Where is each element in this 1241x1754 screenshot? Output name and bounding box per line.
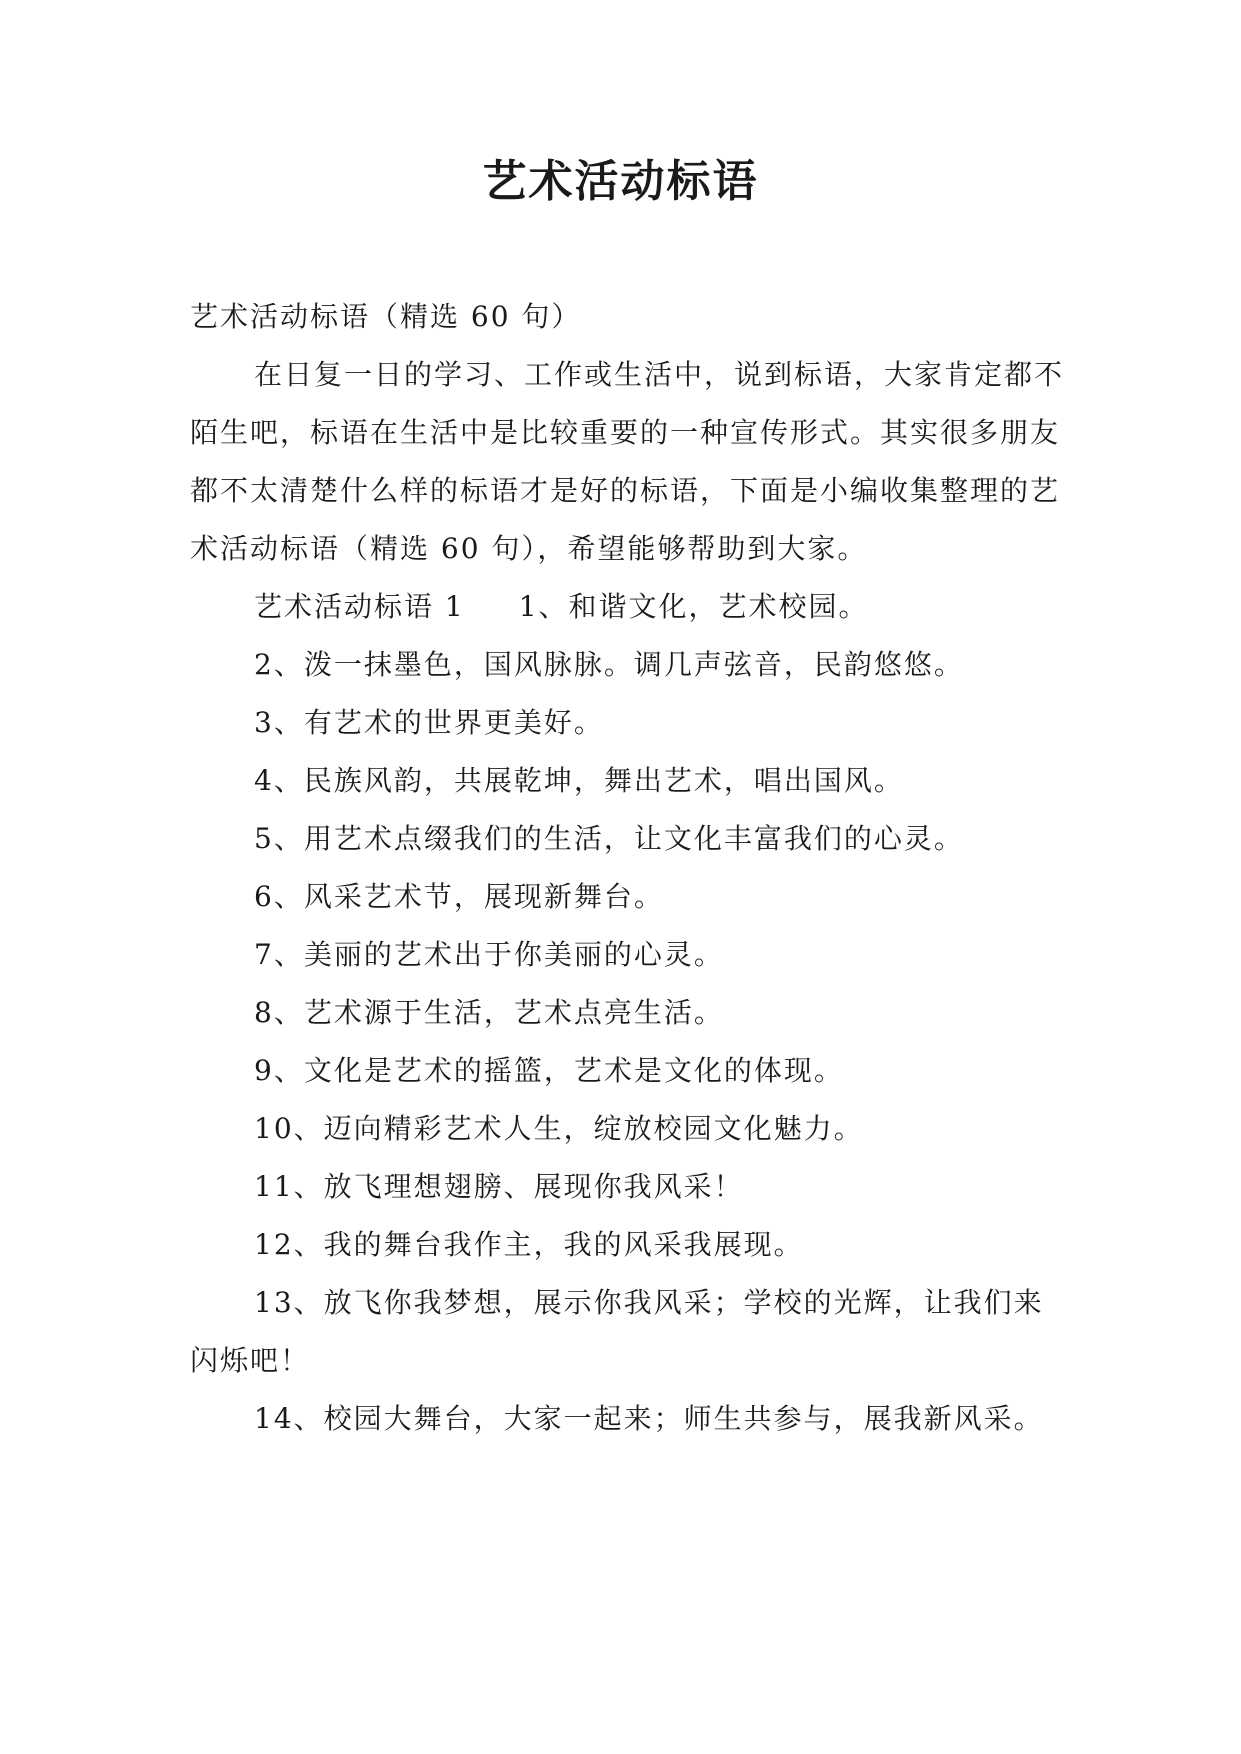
section-heading-line <box>190 578 1070 636</box>
slogan-item: 10、迈向精彩艺术人生，绽放校园文化魅力。 <box>254 1112 864 1145</box>
section-heading: 艺术活动标语 1 <box>254 590 465 623</box>
slogan-item: 2、泼一抹墨色，国风脉脉。调几声弦音，民韵悠悠。 <box>254 648 964 681</box>
slogan-item: 6、风采艺术节，展现新舞台。 <box>254 880 664 913</box>
document-body <box>190 288 1070 1448</box>
document-subtitle: 艺术活动标语（精选 60 句） <box>190 300 582 333</box>
slogan-item: 12、我的舞台我作主，我的风采我展现。 <box>254 1228 804 1261</box>
intro-paragraph: 在日复一日的学习、工作或生活中，说到标语，大家肯定都不陌生吧，标语在生活中是比较重要的一种宣传形式。其实很多朋友都不太清楚什么样的标语才是好的标语，下面是小编收集整理的艺术活动标语（精选 60 句），希望能够帮助到大家。 <box>190 358 1065 565</box>
slogan-item: 14、校园大舞台，大家一起来；师生共参与，展我新风采。 <box>254 1402 1044 1435</box>
slogan-item: 5、用艺术点缀我们的生活，让文化丰富我们的心灵。 <box>254 822 964 855</box>
slogan-item: 1、和谐文化，艺术校园。 <box>518 590 869 623</box>
slogan-item: 11、放飞理想翅膀、展现你我风采！ <box>254 1170 744 1203</box>
slogan-item: 4、民族风韵，共展乾坤，舞出艺术，唱出国风。 <box>254 764 904 797</box>
slogan-item: 7、美丽的艺术出于你美丽的心灵。 <box>254 938 724 971</box>
slogan-item: 13、放飞你我梦想，展示你我风采；学校的光辉，让我们来闪烁吧！ <box>190 1286 1044 1377</box>
slogan-item: 9、文化是艺术的摇篮，艺术是文化的体现。 <box>254 1054 844 1087</box>
slogan-item: 3、有艺术的世界更美好。 <box>254 706 604 739</box>
slogan-item: 8、艺术源于生活，艺术点亮生活。 <box>254 996 724 1029</box>
document-title: 艺术活动标语 <box>482 156 759 207</box>
